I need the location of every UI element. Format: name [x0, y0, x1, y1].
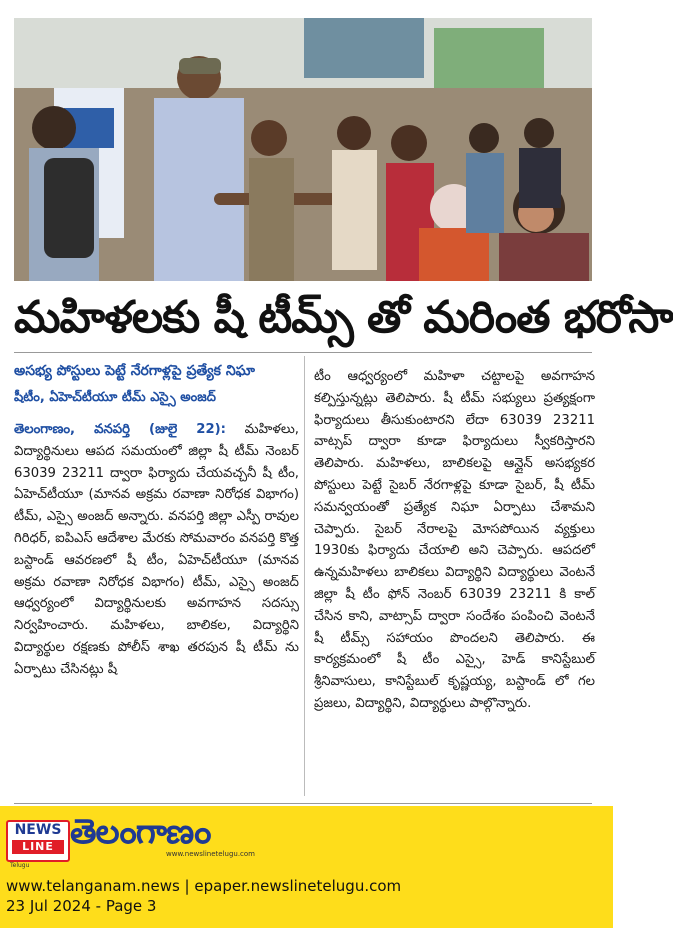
column-separator — [304, 356, 305, 796]
footer-websites: www.telanganam.news | epaper.newslinetelugu.com — [6, 877, 402, 895]
brand-url: www.newslinetelugu.com — [166, 850, 255, 858]
logo-news-text: NEWS — [14, 822, 62, 838]
article-left-column — [14, 360, 299, 681]
footer-banner — [0, 806, 613, 928]
newsline-logo — [6, 820, 70, 862]
subheadline: అసభ్య పోస్టులు పెట్టే నేరగాళ్లపై ప్రత్యేక నిఘా — [14, 363, 255, 379]
logo-sub-text: Telugu — [10, 862, 30, 869]
news-photo — [14, 18, 592, 281]
headline: మహిళలకు షీ టీమ్స్ తో మరింత భరోసా — [14, 292, 673, 343]
footer-date-page: 23 Jul 2024 - Page 3 — [6, 897, 157, 915]
article-right-column — [314, 366, 595, 715]
footer-rule — [14, 803, 592, 804]
byline: షీటీం, ఏహెచ్‌టీయూ టీమ్‌ ఎస్సై అంజద్ — [14, 390, 216, 405]
right-body-text: టీం ఆధ్వర్యంలో మహిళా చట్టాలపై అవగాహన కల్పిస్తున్నట్లు తెలిపారు. షీ టీమ్ సభ్యులు ప్రత్యక్షంగా ఫిర్యాదులు తీసుకుంటారని లేదా 63039 23211 వాట్సప్ ద్వారా కూడా ఫిర్యాదులు స్వీకరిస్తారని తెలిపారు. మహిళలు, బాలికలపై ఆన్లైన్ అసభ్యకర పోస్టులు పెట్టే సైబర్ నేరగాళ్లపై కూడా సైబర్, షీ టీమ్ సమన్వయంతో ప్రత్యేక నిఘా ఏర్పాటు చేశామని చెప్పారు. సైబర్ నేరాలపై మోసపోయిన వ్యక్తులు 1930కు ఫిర్యాదు చేయాలి అని చెప్పారు. ఆపదలో ఉన్నమహిళలు బాలికలు విద్యార్థిని విద్యార్థులు వెంటనే జిల్లా షీ టీం ఫోన్ నెంబర్ 63039 23211 కి కాల్ చేసిన కాని, వాట్సాప్ ద్వారా సందేశం పంపించి వెంటనే షీ టీమ్స్ సహాయం పొందలని తెలిపారు. ఈ కార్యక్రమంలో షీ టీం ఎస్సై, హెడ్ కానిస్టేబుల్ శ్రీనివాసులు, కానిస్టేబుల్ కృష్ణయ్య, బస్టాండ్ లో గల ప్రజలు, విద్యార్థిని, విద్యార్థులు పాల్గొన్నారు. — [314, 369, 595, 711]
article-left-body — [14, 419, 299, 681]
left-body-text: మహిళలు, విద్యార్థినులు ఆపద సమయంలో జిల్లా షీ టీమ్ నెంబర్ 63039 23211 ద్వారా ఫిర్యాదు చేయవచ్చనీ షీ టీం, ఏహెచ్‌టీయూ (మానవ అక్రమ రవాణా నిరోధక విభాగం) టీమ్, ఎస్సై అంజద్ అన్నారు. వనపర్తి జిల్లా ఎస్పీ రావుల గిరిధర్, ఐపిఎస్ ఆదేశాల మేరకు సోమవారం వనపర్తి కొత్త బస్టాండ్ ఆవరణలో షీ టీం, ఏహెచ్‌టీయూ (మానవ అక్రమ రవాణా నిరోధక విభాగం) టీమ్, ఎస్సై అంజద్ ఆధ్వర్యంలో విద్యార్థినులకు అవగాహన సదస్సు నిర్వహించారు. మహిళలు, బాలికల, విద్యార్థిని విద్యార్థుల రక్షణకు పోలీస్ శాఖ తరపున షీ టీమ్ ను ఏర్పాటు చేసినట్లు షీ — [14, 422, 299, 677]
headline-rule — [14, 352, 592, 353]
logo-line-text: LINE — [12, 840, 64, 854]
dateline: తెలంగాణం, వనపర్తి (జులై 22): — [14, 422, 226, 437]
photo-illustration — [14, 18, 592, 281]
brand-title: తెలంగాణం — [70, 812, 211, 852]
